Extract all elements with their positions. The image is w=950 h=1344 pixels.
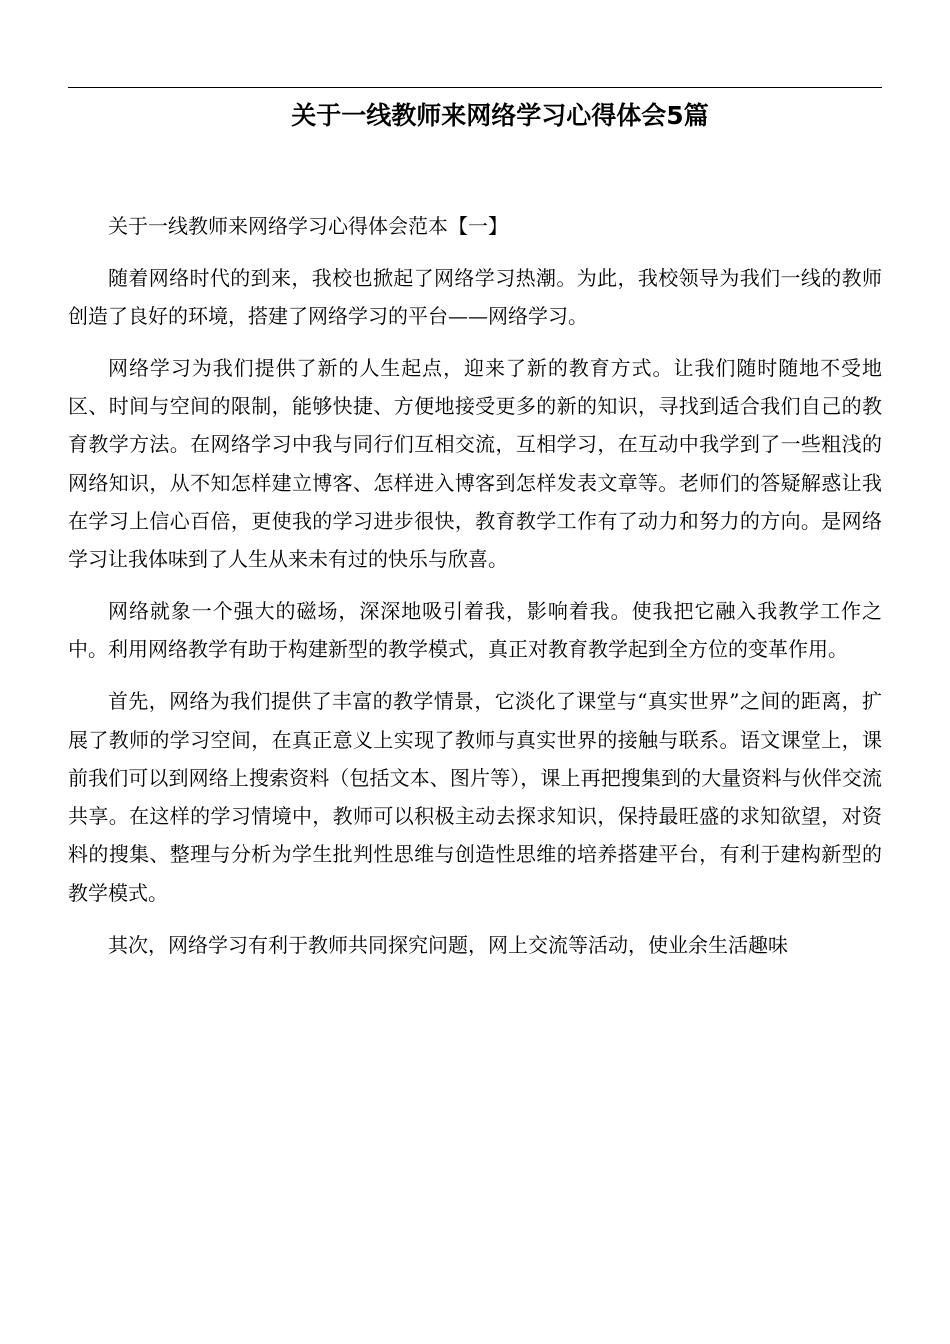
header-rule (68, 87, 882, 88)
paragraph-5: 其次，网络学习有利于教师共同探究问题，网上交流等活动，使业余生活趣味 (108, 932, 788, 957)
paragraph-2: 网络学习为我们提供了新的人生起点，迎来了新的教育方式。让我们随时随地不受地区、时间与空间的限制，能够快捷、方便地接受更多的新的知识，寻找到适合我们自己的教育教学方法。在网络学习中我与同行们互相交流，互相学习，在互动中我学到了一些粗浅的网络知识，从不知怎样建立博客、怎样进入博客到怎样发表文章等。老师们的答疑解惑让我在学习上信心百倍，更使我的学习进步很快，教育教学工作有了动力和努力的方向。是网络学习让我体味到了人生从来未有过的快乐与欣喜。 (68, 355, 882, 572)
document-title: 关于一线教师来网络学习心得体会5篇 (291, 101, 709, 130)
paragraph-3: 网络就象一个强大的磁场，深深地吸引着我，影响着我。使我把它融入我教学工作之中。利用网络教学有助于构建新型的教学模式，真正对教育教学起到全方位的变革作用。 (68, 599, 882, 662)
section-subtitle: 关于一线教师来网络学习心得体会范本【一】 (108, 214, 508, 238)
paragraph-4: 首先，网络为我们提供了丰富的教学情景，它淡化了课堂与“真实世界”之间的距离，扩展了教师的学习空间，在真正意义上实现了教师与真实世界的接触与联系。语文课堂上，课前我们可以到网络上搜索资料（包括文本、图片等），课上再把搜集到的大量资料与伙伴交流共享。在这样的学习情境中，教师可以积极主动去探求知识，保持最旺盛的求知欲望，对资料的搜集、整理与分析为学生批判性思维与创造性思维的培养搭建平台，有利于建构新型的教学模式。 (68, 689, 882, 905)
document-body (68, 207, 882, 977)
paragraph-1: 随着网络时代的到来，我校也掀起了网络学习热潮。为此，我校领导为我们一线的教师创造了良好的环境，搭建了网络学习的平台——网络学习。 (68, 265, 882, 329)
